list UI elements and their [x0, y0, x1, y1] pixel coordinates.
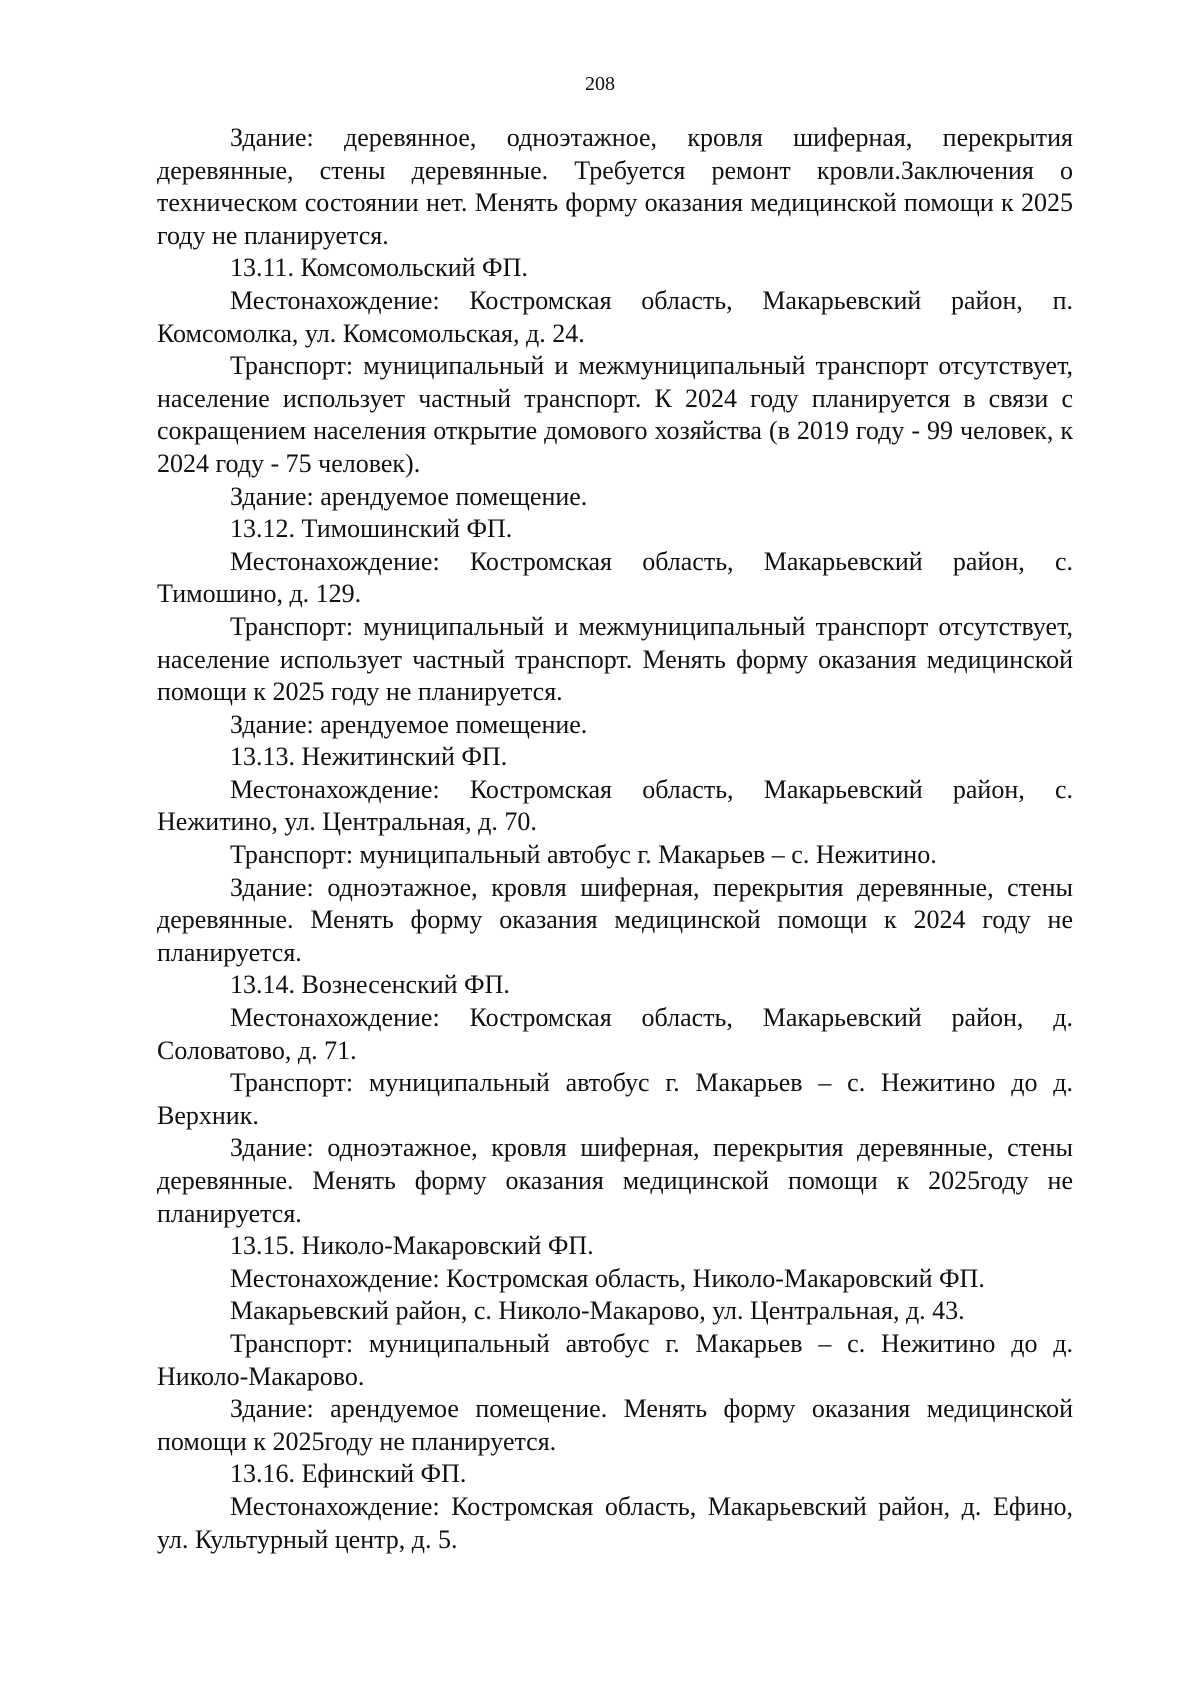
paragraph-location: Местонахождение: Костромская область, Макарьевский район, с. Нежитино, ул. Центральная, д. 70. [157, 774, 1073, 837]
paragraph-location-continued: Макарьевский район, с. Николо-Макарово, ул. Центральная, д. 43. [230, 1296, 965, 1326]
paragraph-building: Здание: арендуемое помещение. [230, 481, 588, 511]
section-heading-13-16: 13.16. Ефинский ФП. [230, 1459, 467, 1489]
paragraph-location: Местонахождение: Костромская область, Макарьевский район, п. Комсомолка, ул. Комсомольская, д. 24. [157, 285, 1073, 348]
paragraph-building: Здание: одноэтажное, кровля шиферная, перекрытия деревянные, стены деревянные. Менять форму оказания медицинской помощи к 2025году не планируется. [157, 1133, 1073, 1228]
paragraph-building: Здание: арендуемое помещение. Менять форму оказания медицинской помощи к 2025году не планируется. [157, 1394, 1073, 1456]
paragraph-transport: Транспорт: муниципальный автобус г. Макарьев – с. Нежитино до д. Верхник. [157, 1068, 1073, 1130]
paragraph-location: Местонахождение: Костромская область, Макарьевский район, с. Тимошино, д. 129. [157, 546, 1073, 609]
paragraph-location: Местонахождение: Костромская область, Николо-Макаровский ФП. [230, 1263, 985, 1293]
section-heading-13-15: 13.15. Николо-Макаровский ФП. [230, 1231, 594, 1261]
paragraph-transport: Транспорт: муниципальный и межмуниципальный транспорт отсутствует, население использует частный транспорт. Менять форму оказания медицинской помощи к 2025 году не планируется. [157, 611, 1073, 707]
paragraph-building-description: Здание: деревянное, одноэтажное, кровля шиферная, перекрытия деревянные, стены деревянные. Требуется ремонт кровли.Заключения о техническом состоянии нет. Менять форму оказания медицинской помощи к 2025 году не планируется. [157, 123, 1073, 250]
paragraph-building: Здание: арендуемое помещение. [230, 709, 588, 739]
paragraph-location: Местонахождение: Костромская область, Макарьевский район, д. Ефино, ул. Культурный центр, д. 5. [157, 1491, 1073, 1554]
section-heading-13-14: 13.14. Вознесенский ФП. [230, 970, 510, 1000]
paragraph-building: Здание: одноэтажное, кровля шиферная, перекрытия деревянные, стены деревянные. Менять форму оказания медицинской помощи к 2024 году не планируется. [157, 872, 1073, 967]
paragraph-transport: Транспорт: муниципальный автобус г. Макарьев – с. Нежитино до д. Николо-Макарово. [157, 1328, 1073, 1391]
section-heading-13-11: 13.11. Комсомольский ФП. [230, 253, 528, 283]
document-body [157, 122, 1073, 1556]
section-heading-13-13: 13.13. Нежитинский ФП. [230, 742, 508, 772]
paragraph-transport: Транспорт: муниципальный и межмуниципальный транспорт отсутствует, население использует частный транспорт. К 2024 году планируется в связи с сокращением населения открытие домового хозяйства (в 2019 году - 99 человек, к 2024 году - 75 человек). [157, 351, 1073, 478]
page-number: 208 [585, 73, 615, 95]
paragraph-location: Местонахождение: Костромская область, Макарьевский район, д. Соловатово, д. 71. [157, 1003, 1073, 1065]
section-heading-13-12: 13.12. Тимошинский ФП. [230, 514, 513, 544]
paragraph-transport: Транспорт: муниципальный автобус г. Макарьев – с. Нежитино. [230, 840, 937, 870]
